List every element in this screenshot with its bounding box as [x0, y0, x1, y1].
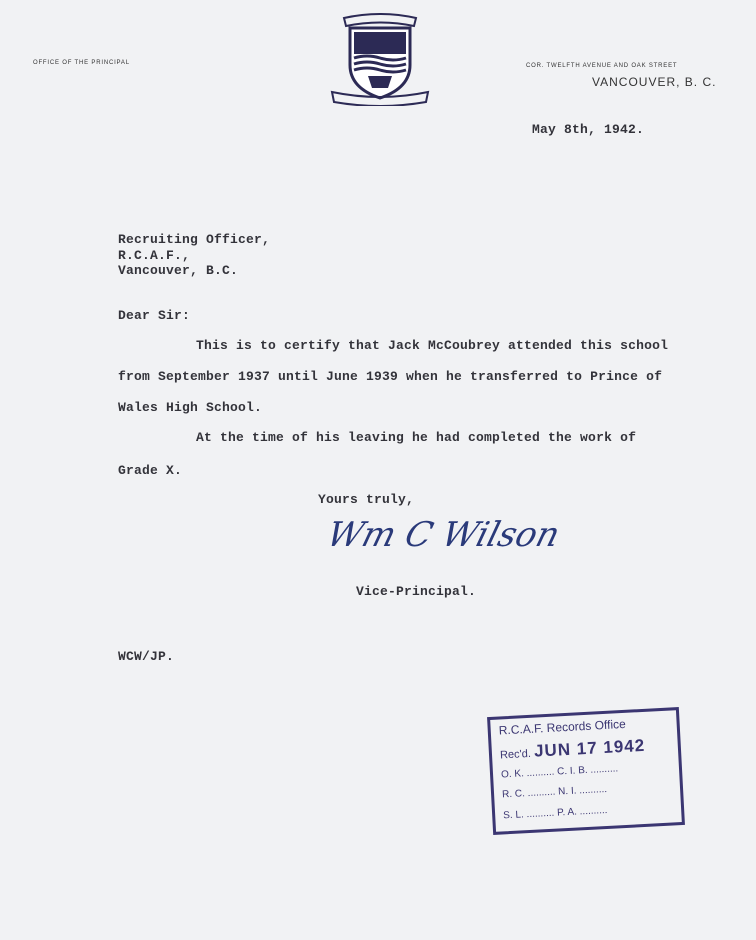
- body-line: from September 1937 until June 1939 when he transferred to Prince of: [118, 369, 663, 384]
- city-line: VANCOUVER, B. C.: [592, 75, 717, 89]
- stamp-received-date: JUN 17 1942: [533, 735, 646, 761]
- stamp-row: O. K. .......... C. I. B. ..........: [500, 763, 619, 781]
- office-label: OFFICE OF THE PRINCIPAL: [33, 60, 130, 66]
- signature: [322, 515, 565, 555]
- letter-date: May 8th, 1942.: [532, 122, 645, 137]
- closing: Yours truly,: [318, 492, 415, 507]
- stamp-row: R. C. .......... N. I. ..........: [501, 783, 608, 801]
- salutation: Dear Sir:: [118, 308, 191, 323]
- received-stamp: [487, 707, 685, 835]
- reference-initials: WCW/JP.: [118, 649, 175, 664]
- address-line: COR. TWELFTH AVENUE AND OAK STREET: [526, 63, 678, 69]
- recipient-line: Recruiting Officer,: [118, 232, 271, 247]
- school-crest-logo: [330, 10, 430, 106]
- body-line: At the time of his leaving he had completed the work of: [196, 430, 637, 445]
- body-line: Grade X.: [118, 463, 183, 478]
- stamp-header: R.C.A.F. Records Office: [498, 716, 627, 738]
- stamp-row: S. L. .......... P. A. ..........: [502, 804, 608, 822]
- recipient-line: R.C.A.F.,: [118, 248, 191, 263]
- signer-title: Vice-Principal.: [356, 584, 477, 599]
- stamp-received-label: Rec'd.: [499, 747, 532, 762]
- body-line: Wales High School.: [118, 400, 263, 415]
- body-line: This is to certify that Jack McCoubrey attended this school: [196, 338, 669, 353]
- signature-text: Wm C Wilson: [322, 515, 565, 555]
- recipient-line: Vancouver, B.C.: [118, 263, 239, 278]
